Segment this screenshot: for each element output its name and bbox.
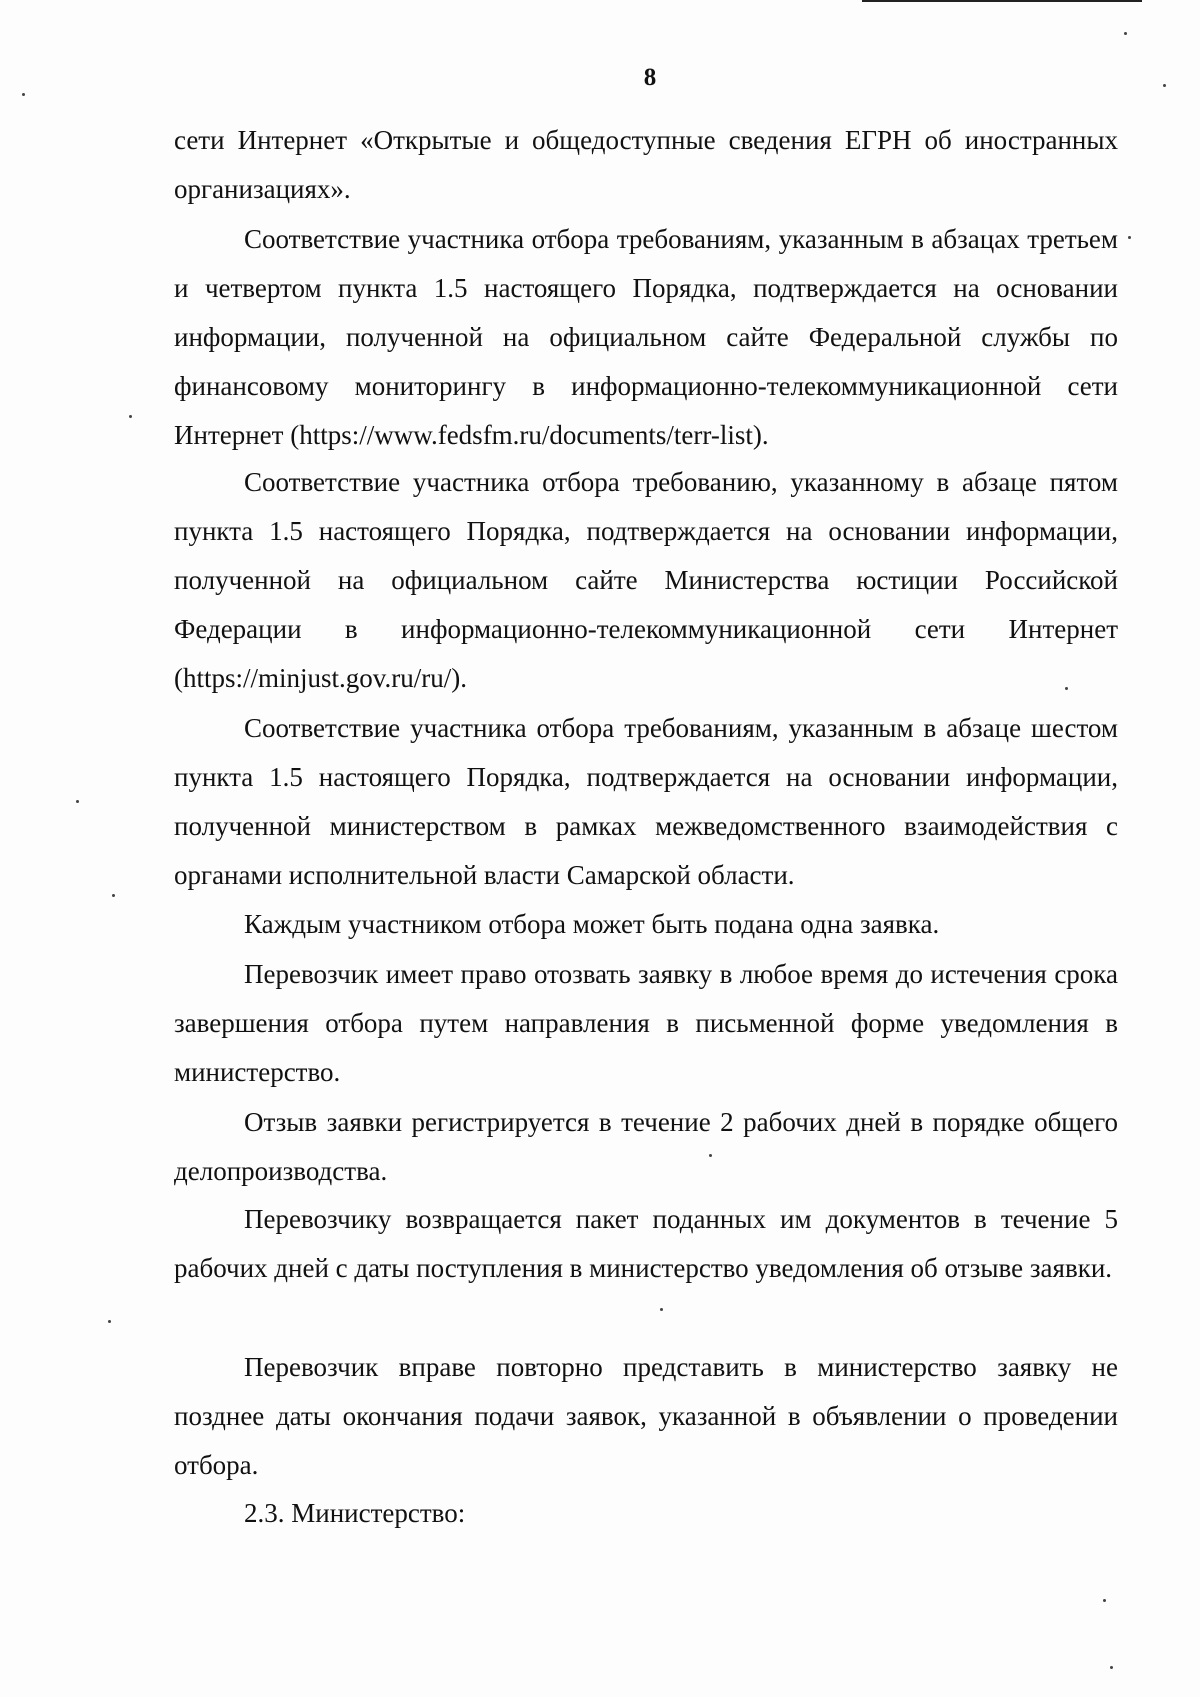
paragraph-block-4 (174, 704, 1118, 900)
scan-speck (112, 894, 115, 897)
paragraph-2: Соответствие участника отбора требованиям, указанным в абзацах третьем и четвертом пункта 1.5 настоящего Порядка, подтверждается на основании информации, полученной на официальном сайте Федеральной службы по финансовому мониторингу в информационно-телекоммуникационной сети Интернет (https://www.fedsfm.ru/documents/terr-list). (174, 224, 1118, 450)
paragraph-3: Соответствие участника отбора требованию, указанному в абзаце пятом пункта 1.5 настоящего Порядка, подтверждается на основании информации, полученной на официальном сайте Министерства юстиции Российской Федерации в информационно-телекоммуникационной сети Интернет (https://minjust.gov.ru/ru/). (174, 467, 1118, 693)
paragraph-block-2 (174, 215, 1118, 460)
scan-top-rule (862, 0, 1142, 2)
section-heading-2-3: 2.3. Министерство: (244, 1498, 466, 1528)
scan-speck (1110, 1666, 1113, 1669)
paragraph-block-10 (174, 1489, 1118, 1538)
paragraph-block-7 (174, 1098, 1118, 1196)
paragraph-9: Перевозчик вправе повторно представить в министерство заявку не позднее даты окончания подачи заявок, указанной в объявлении о проведении отбора. (174, 1352, 1118, 1480)
paragraph-1: сети Интернет «Открытые и общедоступные сведения ЕГРН об иностранных организациях». (174, 125, 1118, 204)
scan-speck (129, 415, 132, 418)
scan-speck (1163, 84, 1166, 87)
paragraph-block-5 (174, 900, 1118, 949)
scan-speck (22, 93, 25, 96)
paragraph-block-9 (174, 1343, 1118, 1490)
scan-speck (1128, 236, 1131, 239)
paragraph-block-6 (174, 950, 1118, 1097)
page-number: 8 (643, 64, 657, 91)
paragraph-6: Перевозчик имеет право отозвать заявку в любое время до истечения срока завершения отбора путем направления в письменной форме уведомления в министерство. (174, 959, 1118, 1087)
scan-speck (709, 1154, 712, 1157)
paragraph-5: Каждым участником отбора может быть подана одна заявка. (244, 909, 940, 939)
scan-speck (1065, 687, 1068, 690)
scan-speck (108, 1320, 111, 1323)
paragraph-continuation-block (174, 116, 1118, 214)
scan-speck (1103, 1599, 1106, 1602)
scan-speck (76, 800, 79, 803)
paragraph-7: Отзыв заявки регистрируется в течение 2 рабочих дней в порядке общего делопроизводства. (174, 1107, 1118, 1186)
scan-speck (1124, 32, 1127, 35)
paragraph-4: Соответствие участника отбора требованиям, указанным в абзаце шестом пункта 1.5 настоящего Порядка, подтверждается на основании информации, полученной министерством в рамках межведомственного взаимодействия с органами исполнительной власти Самарской области. (174, 713, 1118, 890)
scan-speck (660, 1308, 663, 1311)
paragraph-block-3 (174, 458, 1118, 703)
paragraph-block-8 (174, 1195, 1118, 1293)
paragraph-8: Перевозчику возвращается пакет поданных им документов в течение 5 рабочих дней с даты поступления в министерство уведомления об отзыве заявки. (174, 1204, 1118, 1283)
